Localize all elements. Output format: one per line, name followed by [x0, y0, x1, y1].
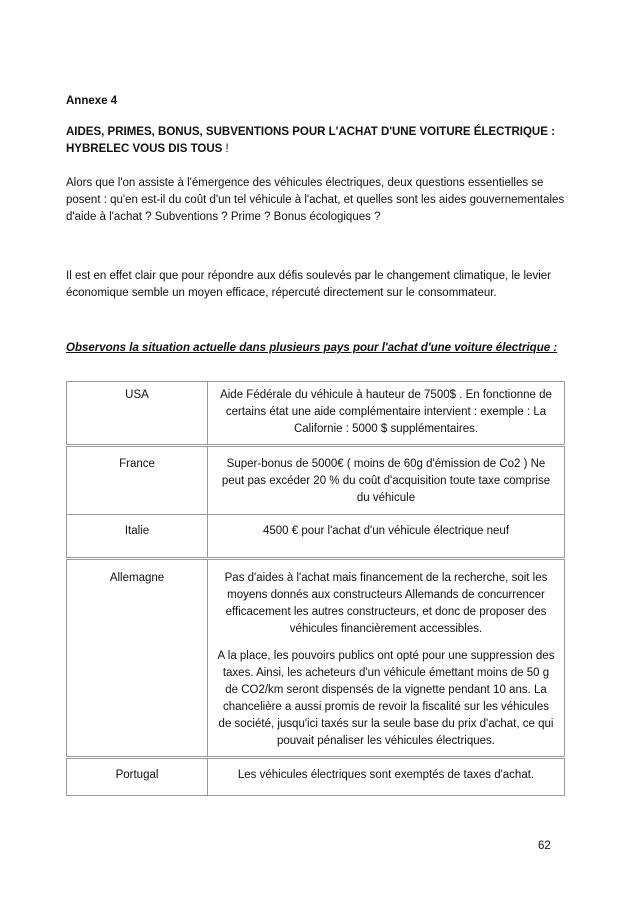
aid-cell [208, 382, 565, 446]
country-cell: Allemagne [67, 559, 208, 758]
aid-cell [208, 446, 565, 515]
aid-text: Les véhicules électriques sont exemptés de taxes d'achat. [237, 769, 535, 781]
aid-cell [208, 559, 565, 758]
country-cell: USA [67, 382, 208, 446]
table-row-italie [67, 515, 565, 559]
annex-label: Annexe 4 [66, 95, 118, 107]
aid-text: Pas d'aides à l'achat mais financement de la recherche, soit les moyens donnés aux constructeurs Allemands de concurrencer efficacement les autres constructeurs, et donc de proposer des véhicules financièrement accessibles. [224, 572, 548, 635]
intro-paragraph: Alors que l'on assiste à l'émergence des véhicules électriques, deux questions essentielles se posent : qu'en est-il du coût d'un tel véhicule à l'achat, et quelles sont les aides gouvernementales d'aide à l'achat ? Subventions ? Prime ? Bonus écologiques ? [66, 177, 565, 223]
aid-cell [208, 758, 565, 796]
table-row-france [67, 446, 565, 515]
country-cell: France [67, 446, 208, 515]
table-row-portugal [67, 758, 565, 796]
country-cell: Portugal [67, 758, 208, 796]
heading-text: AIDES, PRIMES, BONUS, SUBVENTIONS POUR L'ACHAT D'UNE VOITURE ÉLECTRIQUE : HYBRELEC VOUS DIS TOUS [66, 126, 555, 155]
aid-table [66, 381, 565, 796]
table-row-usa [67, 382, 565, 446]
country-cell: Italie [67, 515, 208, 559]
aid-cell [208, 515, 565, 559]
climate-paragraph: Il est en effet clair que pour répondre aux défis soulevés par le changement climatique, le levier économique semble un moyen efficace, répercuté directement sur le consommateur. [66, 270, 551, 299]
aid-text: 4500 € pour l'achat d'un véhicule électrique neuf [262, 525, 510, 537]
aid-text: Aide Fédérale du véhicule à hauteur de 7500$ . En fonctionne de certains état une aide complémentaire intervient : exemple : La Californie : 5000 $ supplémentaires. [220, 389, 552, 435]
paragraph-gap [216, 638, 556, 648]
table-intro: Observons la situation actuelle dans plusieurs pays pour l'achat d'une voiture électrique : [66, 342, 558, 354]
table-row-allemagne [67, 559, 565, 758]
heading-exclamation: ! [222, 143, 229, 155]
aid-text: A la place, les pouvoirs publics ont opté pour une suppression des taxes. Ainsi, les acheteurs d'un véhicule émettant moins de 50 g de CO2/km seront dispensés de la vignette pendant 10 ans. La chancelière a aussi promis de revoir la fiscalité sur les véhicules de société, jusqu'ici taxés sur la seule base du prix d'achat, ce qui pouvait pénaliser les véhicules électriques. [217, 650, 555, 747]
aid-text: Super-bonus de 5000€ ( moins de 60g d'émission de Co2 ) Ne peut pas excéder 20 % du coût d'acquisition toute taxe comprise du véhicule [221, 458, 551, 504]
page-number: 62 [538, 840, 551, 852]
section-heading [66, 124, 576, 158]
